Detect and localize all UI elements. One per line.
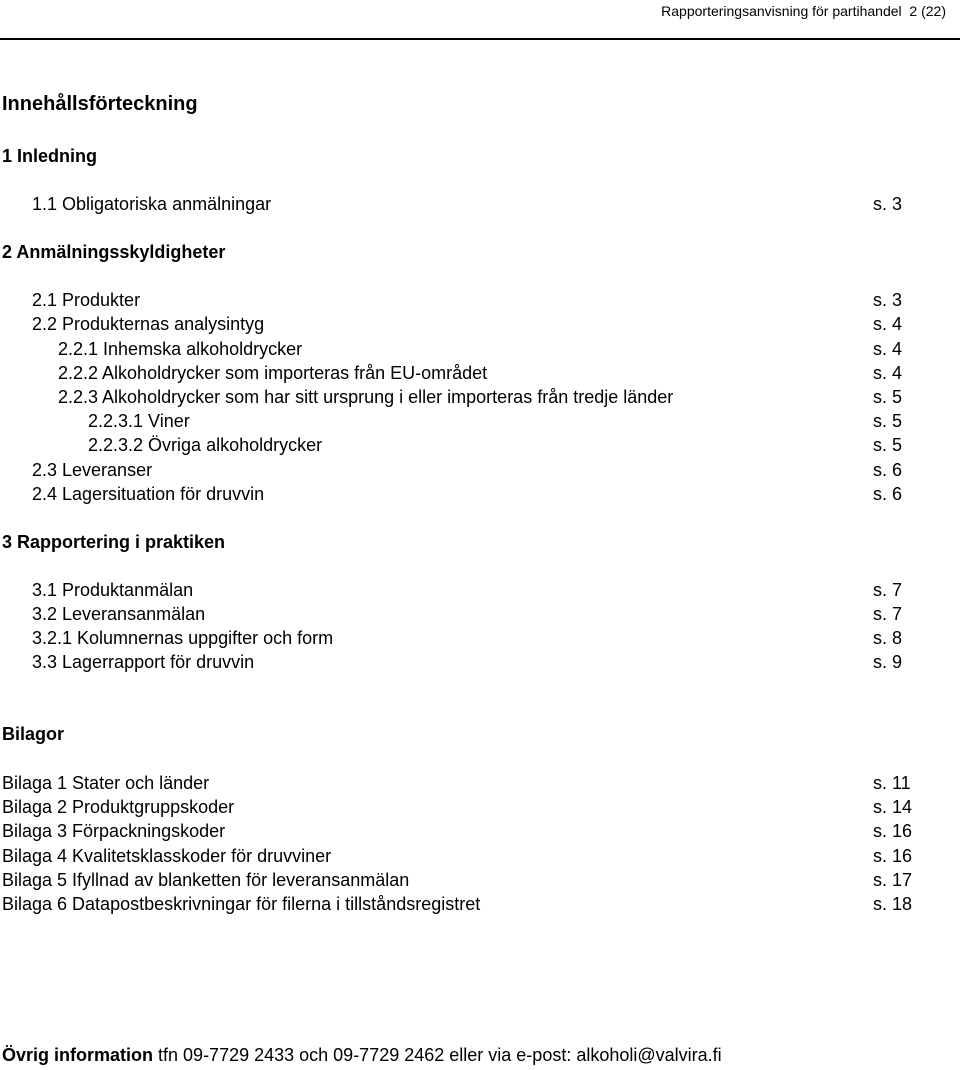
toc-entry-page: s. 9 — [873, 652, 903, 672]
toc-entry-label: Bilaga 6 Datapostbeskrivningar för filerna i tillståndsregistret — [2, 894, 481, 914]
toc-entry-page: s. 7 — [873, 580, 903, 600]
toc-title: Innehållsförteckning — [2, 93, 198, 115]
toc-entry-label: 3.2 Leveransanmälan — [32, 604, 206, 624]
toc-entry[interactable] — [0, 869, 960, 891]
section-title-bilagor: Bilagor — [2, 724, 65, 744]
toc-entry[interactable] — [0, 820, 960, 842]
toc-entry-label: 2.2.2 Alkoholdrycker som importeras från EU-området — [58, 363, 488, 383]
toc-entry-label: 2.2.3.1 Viner — [88, 411, 190, 431]
toc-entry-page: s. 7 — [873, 604, 903, 624]
toc-entry-page: s. 11 — [873, 773, 911, 793]
toc-entry-page: s. 16 — [873, 821, 913, 841]
toc-entry[interactable] — [0, 893, 960, 915]
toc-entry[interactable] — [0, 410, 960, 432]
running-header — [661, 3, 946, 19]
toc-entry-label: 2.3 Leveranser — [32, 460, 153, 480]
toc-entry-page: s. 4 — [873, 339, 903, 359]
page-number: 2 (22) — [909, 3, 946, 19]
toc-entry-label: Bilaga 2 Produktgruppskoder — [2, 797, 235, 817]
toc-entry-page: s. 14 — [873, 797, 913, 817]
toc-entry[interactable] — [0, 579, 960, 601]
toc-entry-label: 2.2 Produkternas analysintyg — [32, 314, 265, 334]
toc-entry-page: s. 5 — [873, 411, 903, 431]
section-title-anmalningsskyldigheter: 2 Anmälningsskyldigheter — [2, 242, 226, 262]
toc-entry[interactable] — [0, 313, 960, 335]
toc-entry-page: s. 5 — [873, 435, 903, 455]
toc-entry[interactable] — [0, 845, 960, 867]
toc-entry-label: Bilaga 4 Kvalitetsklasskoder för druvviner — [2, 846, 332, 866]
toc-entry-label: 3.3 Lagerrapport för druvvin — [32, 652, 255, 672]
footer-contact-text[interactable]: tfn 09-7729 2433 och 09-7729 2462 eller via e-post: alkoholi@valvira.fi — [158, 1045, 722, 1065]
toc-entry-page: s. 6 — [873, 460, 903, 480]
toc-entry-label: 2.4 Lagersituation för druvvin — [32, 484, 265, 504]
toc-entry[interactable] — [0, 289, 960, 311]
toc-entry[interactable] — [0, 772, 960, 794]
toc-entry-page: s. 3 — [873, 290, 903, 310]
toc-entry[interactable] — [0, 483, 960, 505]
toc-entry-page: s. 4 — [873, 363, 903, 383]
section-title-inledning: 1 Inledning — [2, 146, 98, 166]
toc-entry-page: s. 17 — [873, 870, 913, 890]
toc-entry-label: 1.1 Obligatoriska anmälningar — [32, 194, 272, 214]
footer-contact — [2, 1045, 722, 1066]
toc-entry-page: s. 6 — [873, 484, 903, 504]
toc-entry-label: 3.2.1 Kolumnernas uppgifter och form — [32, 628, 334, 648]
toc-entry-page: s. 3 — [873, 194, 903, 214]
toc-entry-label: Bilaga 5 Ifyllnad av blanketten för leveransanmälan — [2, 870, 410, 890]
toc-entry[interactable] — [0, 434, 960, 456]
running-title: Rapporteringsanvisning för partihandel — [661, 3, 902, 19]
header-divider — [0, 38, 960, 40]
toc-entry-page: s. 4 — [873, 314, 903, 334]
toc-entry[interactable] — [0, 338, 960, 360]
toc-entry-label: 2.2.1 Inhemska alkoholdrycker — [58, 339, 303, 359]
toc-entry-page: s. 8 — [873, 628, 903, 648]
toc-entry[interactable] — [0, 459, 960, 481]
toc-entry-label: 2.2.3.2 Övriga alkoholdrycker — [88, 435, 323, 455]
toc-entry[interactable] — [0, 627, 960, 649]
footer-label: Övrig information — [2, 1045, 154, 1065]
toc-entry[interactable] — [0, 603, 960, 625]
toc-entry[interactable] — [0, 796, 960, 818]
section-title-rapportering: 3 Rapportering i praktiken — [2, 532, 226, 552]
toc-entry-label: 2.2.3 Alkoholdrycker som har sitt ursprung i eller importeras från tredje länder — [58, 387, 674, 407]
toc-entry-page: s. 5 — [873, 387, 903, 407]
toc-entry-page: s. 18 — [873, 894, 913, 914]
toc-entry[interactable] — [0, 362, 960, 384]
toc-entry-label: Bilaga 3 Förpackningskoder — [2, 821, 226, 841]
toc-entry[interactable] — [0, 651, 960, 673]
toc-entry-label: Bilaga 1 Stater och länder — [2, 773, 210, 793]
toc-entry-page: s. 16 — [873, 846, 913, 866]
toc-entry-label: 2.1 Produkter — [32, 290, 141, 310]
toc-entry[interactable] — [0, 193, 960, 215]
toc-entry-label: 3.1 Produktanmälan — [32, 580, 194, 600]
toc-entry[interactable] — [0, 386, 960, 408]
